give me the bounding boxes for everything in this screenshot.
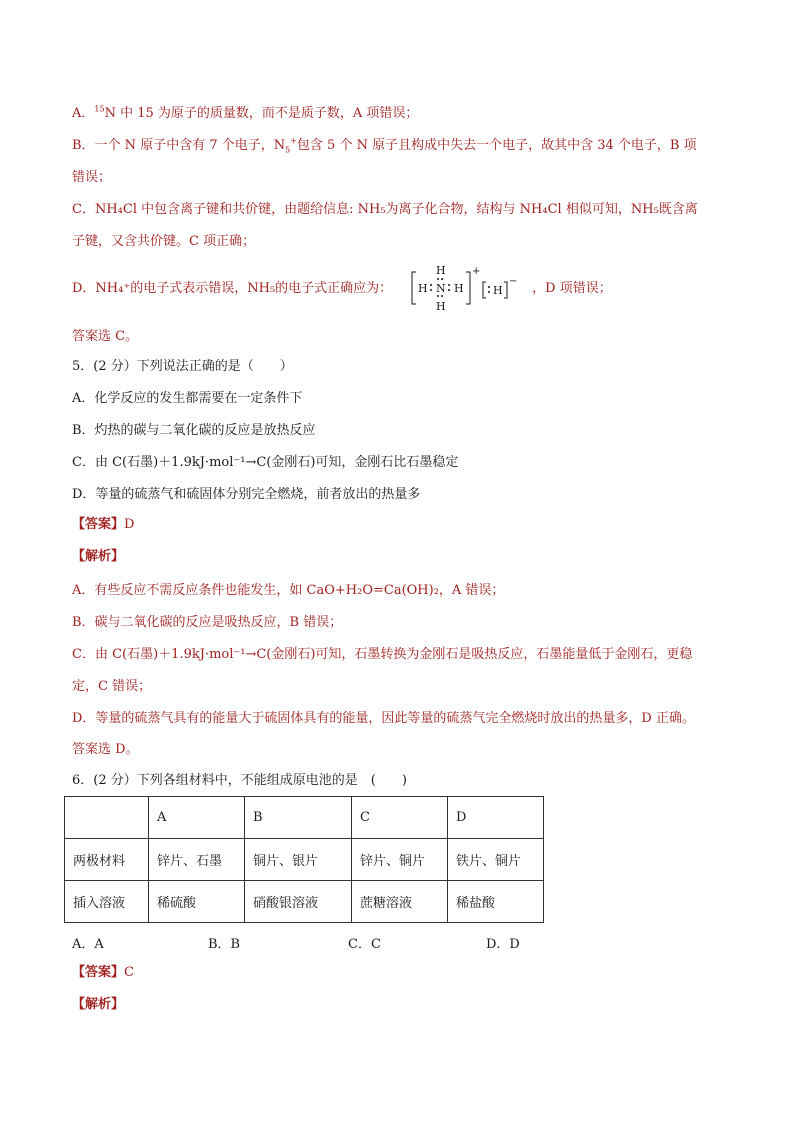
explain-b-line2: 错误； — [72, 170, 112, 185]
q6-choice-d: D．D — [486, 937, 520, 952]
explain-b-text-a: B．一个 N 原子中含有 7 个电子，N — [72, 138, 286, 153]
explain-b-text-b: 包含 5 个 N 原子且构成中失去一个电子，故其中含 34 个电子，B 项 — [296, 138, 697, 153]
table-cell: 锌片、石墨 — [149, 839, 245, 881]
table-cell: 铜片、银片 — [245, 839, 352, 881]
q5-option-b: B．灼热的碳与二氧化碳的反应是放热反应 — [72, 423, 316, 438]
table-cell: B — [245, 797, 352, 839]
q5-analysis-label: 【解析】 — [72, 549, 125, 564]
q5-exp-c2: 定，C 错误； — [72, 679, 152, 694]
table-cell: 硝酸银溶液 — [245, 881, 352, 923]
q5-exp-a: A．有些反应不需反应条件也能发生，如 CaO+H₂O=Ca(OH)₂，A 错误； — [72, 583, 505, 598]
answer-value: D — [124, 517, 135, 532]
q6-choice-b: B．B — [208, 937, 241, 952]
q5-option-d: D．等量的硫蒸气和硫固体分别完全燃烧，前者放出的热量多 — [72, 487, 421, 502]
q5-exp-d: D．等量的硫蒸气具有的能量大于硫固体具有的能量，因此等量的硫蒸气完全燃烧时放出的热量多，D 正确。 — [72, 711, 695, 726]
q5-answer — [72, 517, 134, 533]
q5-stem: 5．(2 分）下列说法正确的是（ ） — [72, 359, 293, 374]
explain-b-line1 — [72, 138, 697, 154]
formula-h-left: H — [418, 282, 428, 295]
table-cell: C — [352, 797, 448, 839]
table-cell: 两极材料 — [65, 839, 149, 881]
table-cell: 铁片、铜片 — [448, 839, 544, 881]
table-cell: 稀硫酸 — [149, 881, 245, 923]
q5-exp-c1: C．由 C(石墨)＋1.9kJ·mol⁻¹→C(金刚石)可知，石墨转换为金刚石是吸热反应，石墨能量低于金刚石，更稳 — [72, 647, 693, 662]
table-cell: 插入溶液 — [65, 881, 149, 923]
q5-exp-b: B．碳与二氧化碳的反应是吸热反应，B 错误； — [72, 615, 343, 630]
q6-analysis-label: 【解析】 — [72, 997, 125, 1012]
table-cell: 稀盐酸 — [448, 881, 544, 923]
formula-h-top: H — [436, 264, 446, 277]
table-row — [65, 881, 544, 923]
formula-h-hydride: H — [493, 284, 503, 297]
formula-plus: + — [472, 266, 481, 277]
answer-label: 【答案】 — [72, 517, 125, 532]
table-cell: D — [448, 797, 544, 839]
explain-c-line1: C．NH₄Cl 中包含离子键和共价键，由题给信息: NH₅为离子化合物，结构与 NH₄Cl 相似可知，NH₅既含离 — [72, 202, 698, 217]
q5-answer-text: 答案选 D。 — [72, 742, 139, 757]
explain-c-line2: 子键，又含共价键。C 项正确； — [72, 234, 256, 249]
formula-minus: − — [509, 276, 518, 287]
table-cell: 蔗糖溶液 — [352, 881, 448, 923]
explain-d-text-b: ，D 项错误； — [532, 281, 612, 296]
answer-value: C — [124, 965, 134, 980]
superscript: + — [290, 136, 297, 146]
explain-a-text: N 中 15 为原子的质量数，而不是质子数，A 项错误； — [104, 106, 419, 121]
electron-formula-nh5 — [410, 262, 540, 314]
explain-a — [72, 106, 418, 122]
isotope-mass-number: 15 — [94, 104, 105, 114]
table-row — [65, 797, 544, 839]
answer-label: 【答案】 — [72, 965, 125, 980]
explain-a-prefix: A． — [72, 106, 95, 121]
q6-choice-a: A．A — [72, 937, 104, 952]
subscript: 5 — [285, 145, 291, 155]
q6-stem: 6．(2 分）下列各组材料中，不能组成原电池的是 ( ) — [72, 773, 407, 788]
table-cell: 锌片、铜片 — [352, 839, 448, 881]
explain-d-text-a: D．NH₄⁺的电子式表示错误，NH₅的电子式正确应为： — [72, 281, 393, 296]
explain-answer: 答案选 C。 — [72, 329, 139, 344]
q6-choice-c: C．C — [348, 937, 381, 952]
q6-answer — [72, 965, 134, 981]
formula-h-bottom: H — [436, 300, 446, 313]
q5-option-c: C．由 C(石墨)＋1.9kJ·mol⁻¹→C(金刚石)可知，金刚石比石墨稳定 — [72, 455, 459, 470]
formula-h-right: H — [454, 282, 464, 295]
q6-table — [64, 796, 544, 923]
table-cell: A — [149, 797, 245, 839]
table-row — [65, 839, 544, 881]
q5-option-a: A．化学反应的发生都需要在一定条件下 — [72, 391, 303, 406]
formula-n: N — [436, 282, 446, 295]
table-cell — [65, 797, 149, 839]
